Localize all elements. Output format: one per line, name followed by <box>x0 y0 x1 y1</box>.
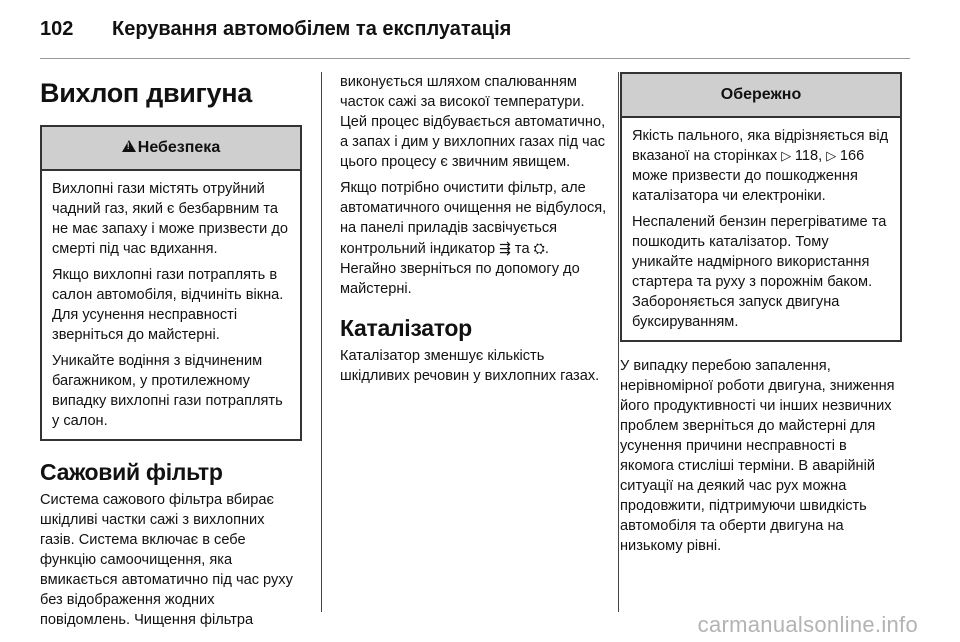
header-divider <box>40 58 910 59</box>
indicator-text-and: та <box>510 241 534 257</box>
soot-filter-paragraph: Система сажового фільтра вбирає шкідливі частки сажі з вихлопних газів. Система включає в себе функцію самоочищення, яка вмикається автоматично під час руху без відображення жодних повідомлень. Чищення фільтра <box>40 492 293 628</box>
section-heading-soot-filter: Сажовий фільтр <box>40 459 223 485</box>
caution-box-body <box>622 118 900 340</box>
caution-paragraph-2: Неспалений бензин перегріватиме та пошкодить каталізатор. Тому уникайте надмірного використання стартера та руху з порожнім баком. Забороняється запуск двигуна буксируванням. <box>632 214 887 330</box>
soot-filter-continued-paragraph: виконується шляхом спалюванням часток сажі за високої температури. Цей процес відбувається автоматично, а запах і дим у вихлопних газах під час цього процесу є звичним явищем. <box>340 74 606 170</box>
danger-box-title: Небезпека <box>137 139 221 156</box>
catalytic-converter-paragraph: Каталізатор зменшує кількість шкідливих речовин у вихлопних газах. <box>340 348 600 384</box>
page-ref-arrow-icon: ▷ <box>781 148 795 163</box>
soot-filter-indicator-icon: ⇶ <box>499 240 511 256</box>
warning-triangle-icon <box>122 140 136 152</box>
danger-paragraph-2: Якщо вихлопні гази потраплять в салон автомобіля, відчиніть вікна. Для усунення несправності зверніться до майстерні. <box>52 267 284 343</box>
page-section-title: Керування автомобілем та експлуатація <box>112 18 512 40</box>
danger-box <box>40 125 302 441</box>
caution-box <box>620 72 902 342</box>
page-ref-118[interactable]: 118 <box>794 148 819 164</box>
caution-box-header <box>622 74 900 118</box>
column-divider-1 <box>321 72 322 612</box>
indicator-text-after: . Негайно зверніться по допомогу до майстерні. <box>340 241 580 297</box>
danger-box-header <box>42 127 300 171</box>
column-divider-2 <box>618 72 619 612</box>
soot-filter-indicator-paragraph <box>340 178 608 299</box>
column-2 <box>340 72 608 392</box>
indicator-text-before: Якщо потрібно очистити фільтр, але автоматичного очищення не відбулося, на панелі приладів засвічується контрольний індикатор <box>340 180 607 257</box>
watermark: carmanualsonline.info <box>697 612 918 637</box>
misfire-paragraph: У випадку перебою запалення, нерівномірної роботи двигуна, зниження його продуктивності чи інших незвичних проблем зверніться до майстерні для усунення причини несправності в якомога стисліші терміни. В аварійній ситуації на деякий час рух можна продовжити, підтримуючи швидкість автомобіля та оберти двигуна на низькому рівні. <box>620 358 895 554</box>
caution-paragraph-1 <box>632 126 890 206</box>
danger-box-body <box>42 171 300 439</box>
page-header <box>40 18 920 58</box>
page-number: 102 <box>40 18 74 40</box>
section-heading-exhaust: Вихлоп двигуна <box>40 78 252 108</box>
page-ref-arrow-icon: ▷ <box>826 148 840 163</box>
caution-text-after: може призвести до пошкодження каталізатора чи електроніки. <box>632 168 858 204</box>
section-heading-catalytic-converter: Каталізатор <box>340 315 472 341</box>
danger-paragraph-3: Уникайте водіння з відчиненим багажником, у протилежному випадку вихлопні гази потраплять у салон. <box>52 353 283 429</box>
caution-box-title: Обережно <box>720 86 802 103</box>
engine-indicator-icon: ⛭ <box>533 240 545 256</box>
page-ref-166[interactable]: 166 <box>839 148 865 164</box>
caution-text-before: Якість пального, яка відрізняється від вказаної на сторінках <box>632 128 889 164</box>
danger-paragraph-1: Вихлопні гази містять отруйний чадний газ, який є безбарвним та не має запаху і може призвести до смерті під час вдихання. <box>52 181 288 257</box>
page-ref-separator: , <box>818 148 827 164</box>
column-3 <box>620 72 902 562</box>
column-1 <box>40 72 302 636</box>
